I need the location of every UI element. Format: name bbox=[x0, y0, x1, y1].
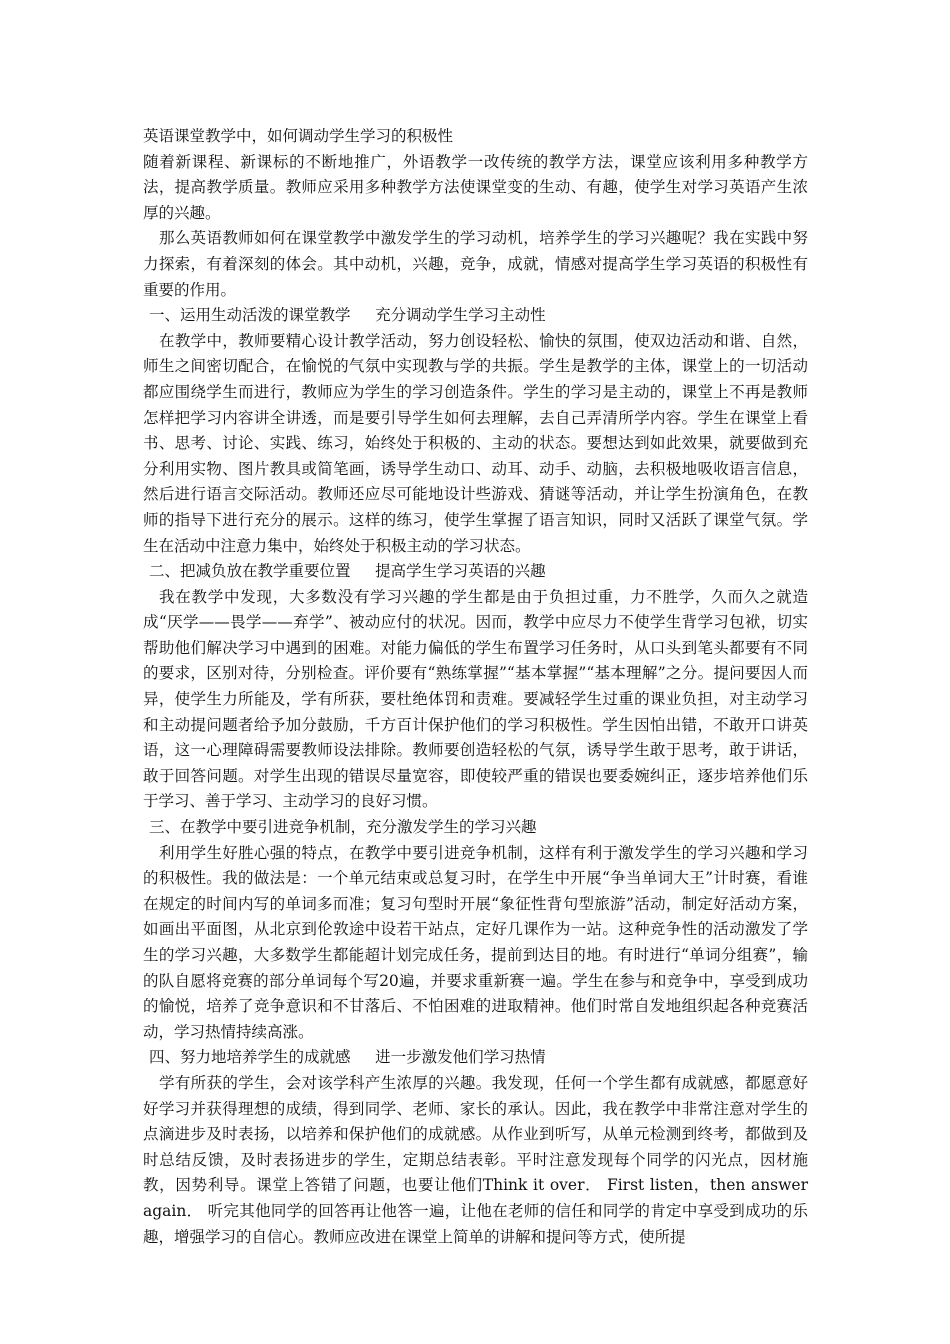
document-title: 英语课堂教学中，如何调动学生学习的积极性 bbox=[143, 127, 454, 145]
section-2-heading: 二、把减负放在教学重要位置 提高学生学习英语的兴趣 bbox=[149, 562, 546, 581]
document-page bbox=[143, 124, 808, 1250]
intro-paragraph: 随着新课程、新课标的不断地推广，外语教学一改传统的教学方法，课堂应该利用多种教学方法，提高教学质量。教师应采用多种教学方法使课堂变的生动、有趣，使学生对学习英语产生浓厚的兴趣。 bbox=[143, 152, 808, 222]
section-4-heading: 四、努力地培养学生的成就感 进一步激发他们学习热情 bbox=[149, 1048, 546, 1067]
section-3-body: 利用学生好胜心强的特点，在教学中要引进竞争机制，这样有利于激发学生的学习兴趣和学习的积极性。我的做法是：一个单元结束或总复习时，在学生中开展“争当单词大王”计时赛，看谁在规定的时间内写的单词多而准；复习句型时开展“象征性背句型旅游”活动，制定好活动方案，如画出平面图，从北京到伦敦途中设若干站点，定好几课作为一站。这种竞争性的活动激发了学生的学习兴趣，大多数学生都能超计划完成任务，提前到达目的地。有时进行“单词分组赛”，输的队自愿将竞赛的部分单词每个写20遍，并要求重新赛一遍。学生在参与和竞争中，享受到成功的愉悦，培养了竞争意识和不甘落后、不怕困难的进取精神。他们时常自发地组织起各种竞赛活动，学习热情持续高涨。 bbox=[143, 843, 808, 1041]
section-3-heading: 三、在教学中要引进竞争机制，充分激发学生的学习兴趣 bbox=[149, 818, 537, 837]
section-1-body: 在教学中，教师要精心设计教学活动，努力创设轻松、愉快的氛围，使双边活动和谐、自然，师生之间密切配合，在愉悦的气氛中实现教与学的共振。学生是教学的主体，课堂上的一切活动都应围绕学生而进行，教师应为学生的学习创造条件。学生的学习是主动的，课堂上不再是教师怎样把学习内容讲全讲透，而是要引导学生如何去理解，去自己弄清所学内容。学生在课堂上看书、思考、讨论、实践、练习，始终处于积极的、主动的状态。要想达到如此效果，就要做到充分利用实物、图片教具或简笔画，诱导学生动口、动耳、动手、动脑，去积极地吸收语言信息，然后进行语言交际活动。教师还应尽可能地设计些游戏、猜谜等活动，并让学生扮演角色，在教师的指导下进行充分的展示。这样的练习，使学生掌握了语言知识，同时又活跃了课堂气氛。学生在活动中注意力集中，始终处于积极主动的学习状态。 bbox=[143, 331, 808, 555]
section-4-body: 学有所获的学生，会对该学科产生浓厚的兴趣。我发现，任何一个学生都有成就感，都愿意好好学习并获得理想的成绩，得到同学、老师、家长的承认。因此，我在教学中非常注意对学生的点滴进步及时表扬，以培养和保护他们的成就感。从作业到听写，从单元检测到终考，都做到及时总结反馈，及时表扬进步的学生，定期总结表彰。平时注意发现每个同学的闪光点，因材施教，因势利导。课堂上答错了问题，也要让他们Think it over． First listen，then answer again． 听完其他同学的回答再让他答一遍，让他在老师的信任和同学的肯定中享受到成功的乐趣，增强学习的自信心。教师应改进在课堂上简单的讲解和提问等方式，使所提 bbox=[143, 1073, 808, 1246]
question-paragraph: 那么英语教师如何在课堂教学中激发学生的学习动机，培养学生的学习兴趣呢？我在实践中努力探索，有着深刻的体会。其中动机，兴趣，竞争，成就，情感对提高学生学习英语的积极性有重要的作用。 bbox=[143, 229, 808, 299]
section-1-heading: 一、运用生动活泼的课堂教学 充分调动学生学习主动性 bbox=[149, 306, 546, 325]
section-2-body: 我在教学中发现，大多数没有学习兴趣的学生都是由于负担过重，力不胜学，久而久之就造成“厌学——畏学——弃学”、被动应付的状况。因而，教学中应尽力不使学生背学习包袱，切实帮助他们解决学习中遇到的困难。对能力偏低的学生布置学习任务时，从口头到笔头都要有不同的要求，区别对待，分别检查。评价要有“熟练掌握”“基本掌握”“基本理解”之分。提问要因人而异，使学生力所能及，学有所获，要杜绝体罚和责难。要减轻学生过重的课业负担，对主动学习和主动提问题者给予加分鼓励，千方百计保护他们的学习积极性。学生因怕出错，不敢开口讲英语，这一心理障碍需要教师设法排除。教师要创造轻松的气氛，诱导学生敢于思考，敢于讲话，敢于回答问题。对学生出现的错误尽量宽容，即使较严重的错误也要委婉纠正，逐步培养他们乐于学习、善于学习、主动学习的良好习惯。 bbox=[143, 587, 808, 811]
